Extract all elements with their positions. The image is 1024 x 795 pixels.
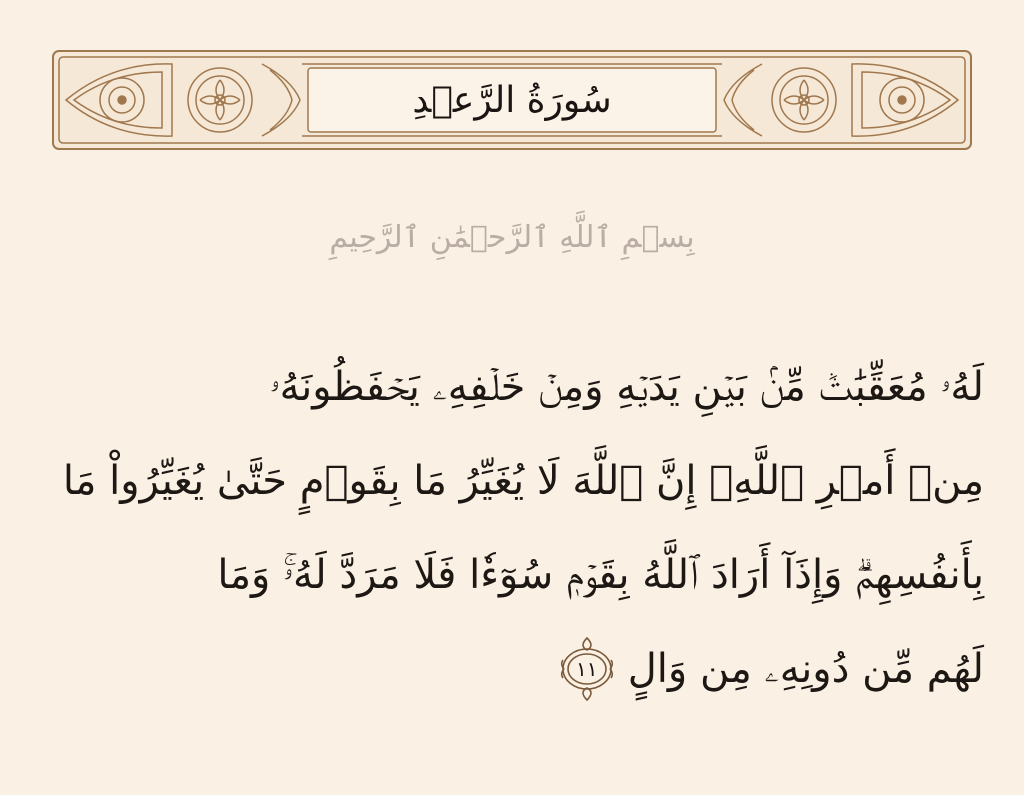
verse-line: لَهُۥ مُعَقِّبَٰتٞ مِّنۢ بَيۡنِ يَدَيۡهِ وَمِنۡ خَلۡفِهِۦ يَحۡفَظُونَهُۥ	[269, 364, 984, 410]
verse-line: لَهُم مِّن دُونِهِۦ مِن وَالٍ	[627, 646, 984, 692]
verse-line: بِأَنفُسِهِمۡۗ وَإِذَآ أَرَادَ ٱللَّهُ بِقَوۡمٖ سُوٓءٗا فَلَا مَرَدَّ لَهُۥۚ وَمَا	[217, 552, 984, 598]
surah-title: سُورَةُ الرَّعۡدِ	[412, 79, 612, 121]
basmala: بِسۡمِ ٱللَّهِ ٱلرَّحۡمَٰنِ ٱلرَّحِيمِ	[329, 220, 695, 255]
verse-line: مِنۡ أَمۡرِ ٱللَّهِۗ إِنَّ ٱللَّهَ لَا يُغَيِّرُ مَا بِقَوۡمٍ حَتَّىٰ يُغَيِّرُواْ مَا	[62, 458, 984, 504]
ayah-end-marker	[560, 636, 614, 702]
verse-line-last	[190, 622, 984, 716]
ayah-number: ١١	[576, 657, 598, 681]
surah-header-frame	[52, 50, 972, 150]
verse-text	[62, 340, 984, 716]
